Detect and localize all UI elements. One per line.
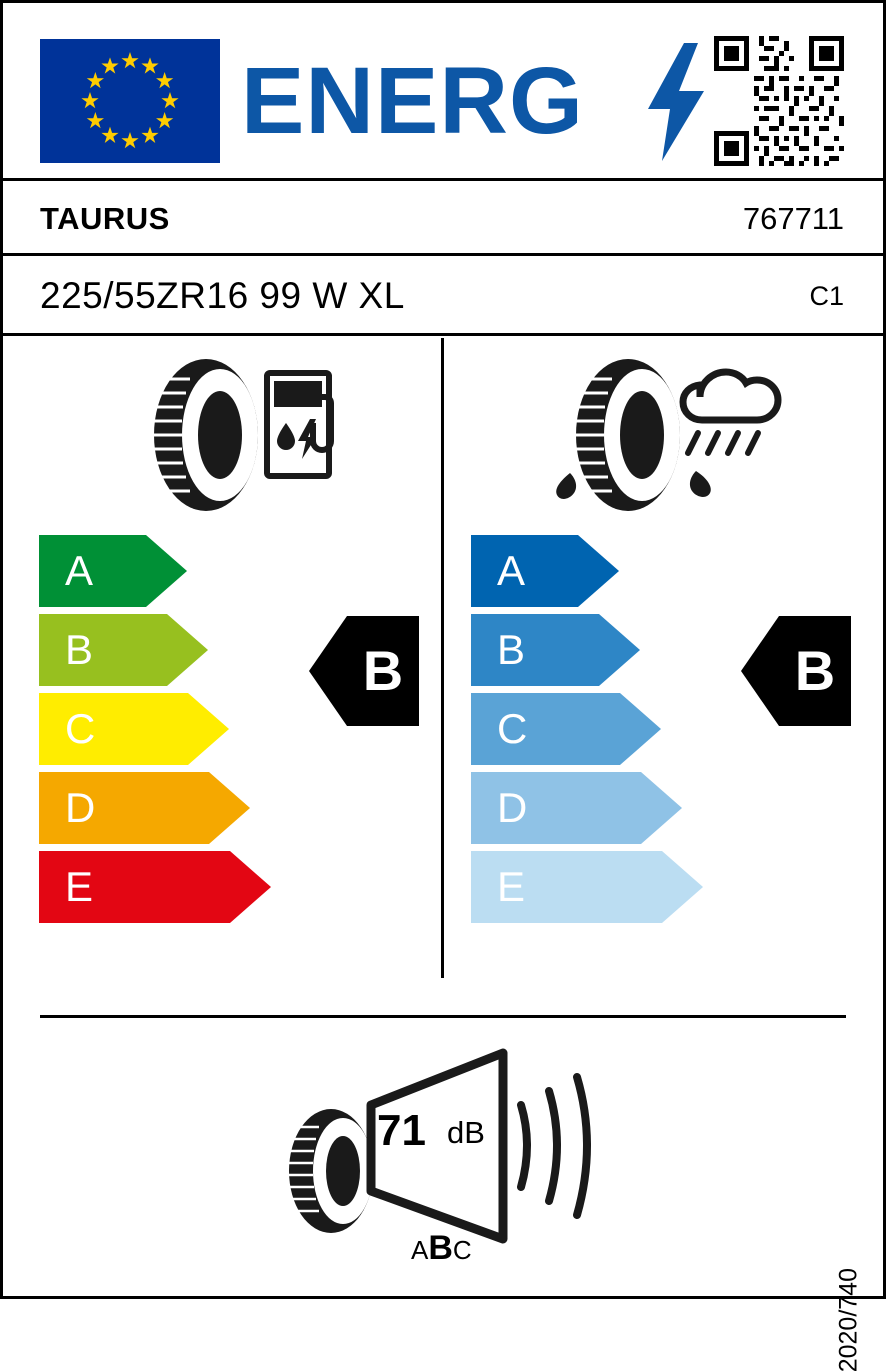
noise-class-c: C bbox=[452, 1235, 472, 1265]
wet-grade-letter-c: C bbox=[497, 705, 528, 752]
wet-grade-row-e bbox=[471, 851, 721, 930]
brand-name: TAURUS bbox=[40, 201, 170, 236]
brand-divider bbox=[3, 253, 883, 256]
fuel-grade-row-c bbox=[39, 693, 289, 772]
wet-grade-letter-e: E bbox=[497, 863, 526, 910]
noise-class-scale bbox=[411, 1229, 472, 1268]
fuel-grade-letter-b: B bbox=[65, 626, 94, 673]
fuel-grade-row-a bbox=[39, 535, 289, 614]
wet-grade-row-a bbox=[471, 535, 721, 614]
fuel-efficiency-selected-letter: B bbox=[362, 639, 404, 702]
lightning-bolt-icon bbox=[648, 43, 704, 161]
fuel-efficiency-grades bbox=[39, 535, 289, 930]
header-divider bbox=[3, 178, 883, 181]
qr-code-icon bbox=[714, 36, 844, 166]
fuel-efficiency-pictogram bbox=[128, 353, 338, 518]
wet-grip-selected-letter: B bbox=[794, 639, 836, 702]
label-header bbox=[3, 3, 883, 178]
serial-number: 767711 bbox=[742, 201, 844, 236]
wet-grip-selected-marker bbox=[741, 616, 851, 726]
regulation-number: 2020/740 bbox=[834, 1268, 862, 1372]
energ-wordmark: ENERG bbox=[241, 48, 584, 154]
eu-flag-icon bbox=[40, 39, 220, 163]
wet-grade-letter-b: B bbox=[497, 626, 526, 673]
wet-grip-pictogram bbox=[548, 353, 783, 518]
fuel-grade-letter-d: D bbox=[65, 784, 96, 831]
noise-class-a: A bbox=[411, 1235, 429, 1265]
size-divider bbox=[3, 333, 883, 336]
noise-db-value: 71 bbox=[377, 1106, 426, 1155]
wet-grade-row-b bbox=[471, 614, 721, 693]
wet-grip-grades bbox=[471, 535, 721, 930]
eu-flag-svg bbox=[40, 39, 220, 163]
fuel-grade-letter-e: E bbox=[65, 863, 94, 910]
tyre-class: C1 bbox=[809, 281, 844, 311]
noise-db-unit: dB bbox=[447, 1115, 485, 1150]
fuel-grade-letter-a: A bbox=[65, 547, 94, 594]
wet-grade-row-d bbox=[471, 772, 721, 851]
wet-grade-letter-d: D bbox=[497, 784, 528, 831]
column-divider bbox=[441, 338, 444, 978]
fuel-grade-letter-c: C bbox=[65, 705, 96, 752]
wet-grade-row-c bbox=[471, 693, 721, 772]
tyre-size: 225/55ZR16 99 W XL bbox=[40, 275, 405, 316]
fuel-grade-row-d bbox=[39, 772, 289, 851]
wet-grade-letter-a: A bbox=[497, 547, 526, 594]
fuel-efficiency-selected-marker bbox=[309, 616, 419, 726]
noise-class-b: B bbox=[428, 1229, 453, 1267]
fuel-grade-row-b bbox=[39, 614, 289, 693]
fuel-grade-row-e bbox=[39, 851, 289, 930]
noise-divider bbox=[40, 1015, 846, 1018]
